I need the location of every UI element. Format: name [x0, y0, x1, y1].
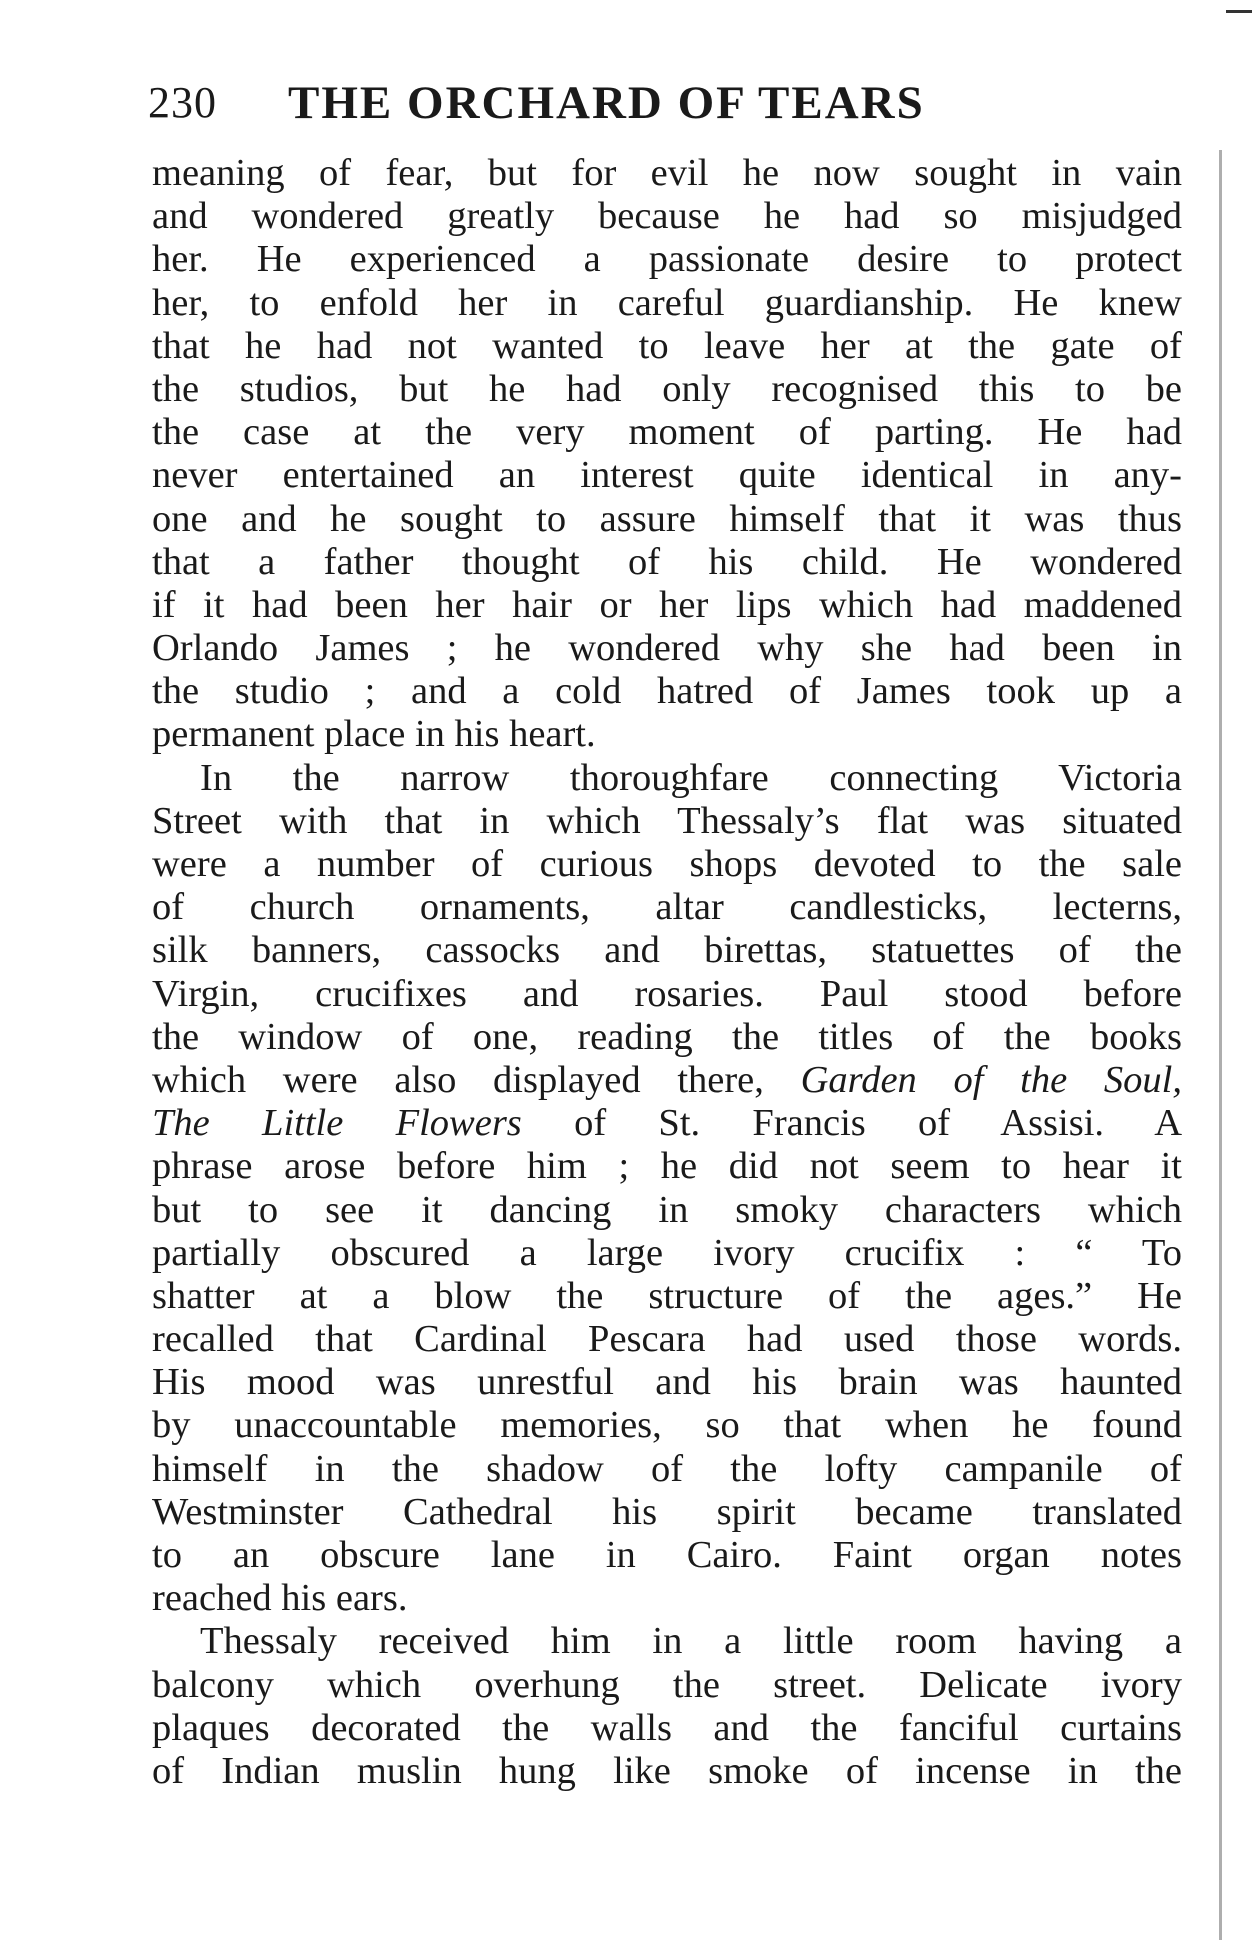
text-line: himself in the shadow of the lofty campanile of — [152, 1447, 1182, 1490]
text-line: the studio ; and a cold hatred of James took up a — [152, 670, 1182, 713]
text-line: recalled that Cardinal Pescara had used those words. — [152, 1318, 1182, 1361]
text-line: that he had not wanted to leave her at the gate of — [152, 324, 1182, 367]
text-line: silk banners, cassocks and birettas, statuettes of the — [152, 929, 1182, 972]
text-line: Westminster Cathedral his spirit became translated — [152, 1490, 1182, 1533]
text-line: the case at the very moment of parting. He had — [152, 411, 1182, 454]
text-line: one and he sought to assure himself that it was thus — [152, 497, 1182, 540]
text-line: the window of one, reading the titles of the books — [152, 1015, 1182, 1058]
text-line: but to see it dancing in smoky characters which — [152, 1188, 1182, 1231]
text-line: shatter at a blow the structure of the ages.” He — [152, 1274, 1182, 1317]
body-text — [152, 152, 1182, 1793]
text-line: partially obscured a large ivory crucifix : “ To — [152, 1231, 1182, 1274]
text-line: Orlando James ; he wondered why she had been in — [152, 627, 1182, 670]
text-line: to an obscure lane in Cairo. Faint organ notes — [152, 1534, 1182, 1576]
text-line: which were also displayed there, Garden of the Soul, — [152, 1058, 1183, 1101]
text-line: phrase arose before him ; he did not seem to hear it — [152, 1145, 1182, 1188]
paragraph-end-line: permanent place in his heart. — [152, 713, 596, 756]
text-line: The Little Flowers of St. Francis of Assisi. A — [152, 1102, 1182, 1145]
page-number: 230 — [148, 78, 217, 127]
text-line: Virgin, crucifixes and rosaries. Paul stood before — [152, 972, 1182, 1015]
text-line: of church ornaments, altar candlesticks, lecterns, — [152, 886, 1182, 929]
text-line: of Indian muslin hung like smoke of incense in the — [152, 1749, 1182, 1792]
text-line: balcony which overhung the street. Delicate ivory — [152, 1663, 1182, 1706]
paragraph-start-line: Thessaly received him in a little room having a — [200, 1620, 1182, 1663]
paragraph-end-line: reached his ears. — [152, 1577, 408, 1620]
text-line: Street with that in which Thessaly’s flat was situated — [152, 799, 1182, 842]
page-edge-mark — [1226, 10, 1252, 13]
text-line: were a number of curious shops devoted to the sale — [152, 843, 1182, 885]
text-line: meaning of fear, but for evil he now sought in vain — [152, 152, 1182, 194]
text-line: never entertained an interest quite identical in any- — [152, 454, 1182, 497]
text-line: that a father thought of his child. He wondered — [152, 540, 1182, 583]
text-line: by unaccountable memories, so that when he found — [152, 1404, 1182, 1447]
text-line: His mood was unrestful and his brain was haunted — [152, 1361, 1182, 1404]
text-line: the studios, but he had only recognised this to be — [152, 367, 1182, 410]
text-line: if it had been her hair or her lips which had maddened — [152, 583, 1182, 626]
text-line: and wondered greatly because he had so misjudged — [152, 195, 1182, 238]
text-line: her, to enfold her in careful guardianship. He knew — [152, 281, 1182, 324]
paragraph-start-line: In the narrow thoroughfare connecting Victoria — [200, 756, 1182, 799]
text-line: plaques decorated the walls and the fanciful curtains — [152, 1706, 1182, 1749]
book-title-italic: Garden of the Soul, — [800, 1058, 1183, 1101]
running-title: THE ORCHARD OF TEARS — [288, 77, 925, 129]
text-line: her. He experienced a passionate desire to protect — [152, 238, 1182, 281]
page-gutter-shadow — [1219, 150, 1226, 1940]
book-title-italic: The Little Flowers — [152, 1102, 522, 1145]
page-header — [148, 72, 1028, 134]
